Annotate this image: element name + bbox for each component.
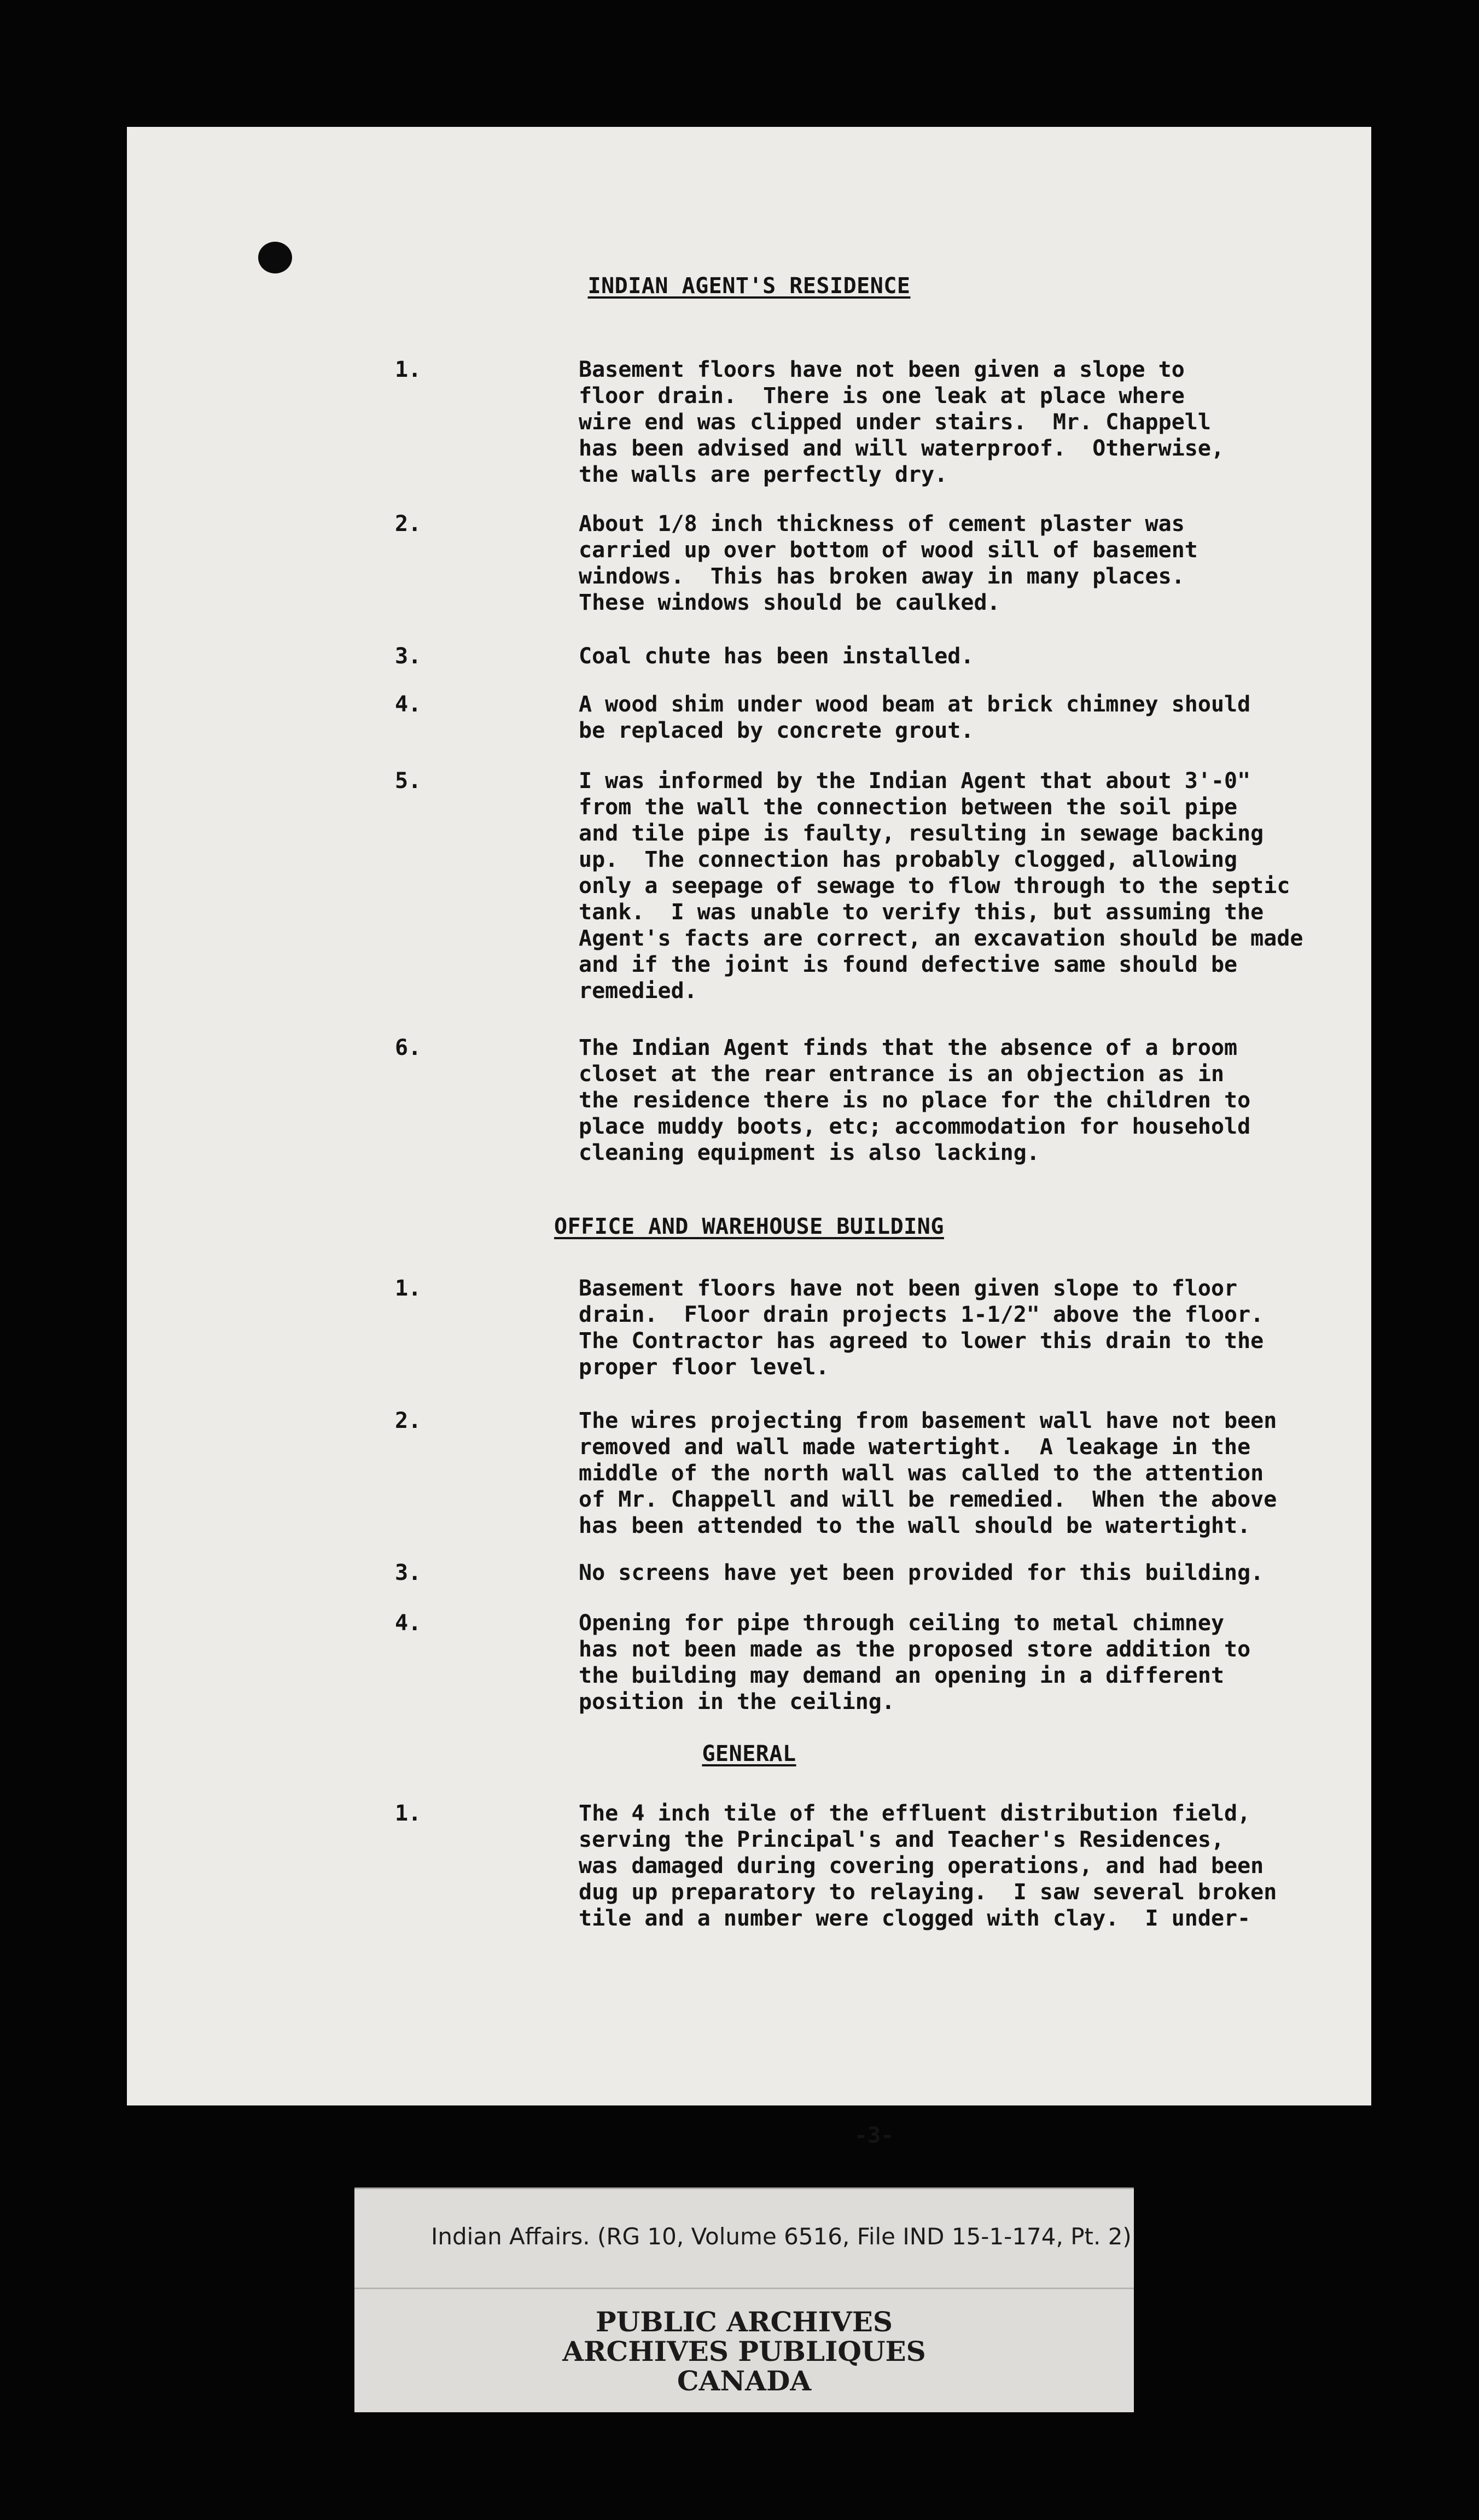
item-number: 3. (395, 644, 422, 669)
item-text: No screens have yet been provided for this building. (579, 1560, 1264, 1585)
punch-hole-mark (258, 242, 292, 273)
item-text: The Indian Agent finds that the absence of a broom closet at the rear entrance is an objection as in the residence there is no place for the children to place muddy boots, etc; accommodation for household cleaning equipment is also lacking. (579, 1035, 1251, 1165)
item-number: 1. (395, 1276, 422, 1301)
document-page (127, 127, 1371, 2148)
item-text: I was informed by the Indian Agent that about 3'-0" from the wall the connection between the soil pipe and tile pipe is faulty, resulting in sewage backing up. The connection has probably clogged, allowing only a seepage of sewage to flow through to the septic tank. I was unable to verify this, but assuming the Agent's facts are correct, an excavation should be made and if the joint is found defective same should be remedied. (579, 768, 1303, 1004)
label-divider (354, 2288, 1134, 2289)
general-item-1 (395, 1800, 1461, 1931)
item-text: Coal chute has been installed. (579, 644, 974, 669)
residence-item-1 (395, 357, 1461, 487)
page-number: -3- (854, 2123, 894, 2148)
item-number: 4. (395, 1611, 422, 1636)
item-text: A wood shim under wood beam at brick chimney should be replaced by concrete grout. (579, 692, 1251, 743)
item-text: Basement floors have not been given slope to floor drain. Floor drain projects 1-1/2" above the floor. The Contractor has agreed to lower this drain to the proper floor level. (579, 1276, 1264, 1380)
residence-item-5 (395, 768, 1461, 1004)
item-number: 6. (395, 1035, 422, 1060)
item-text: The 4 inch tile of the effluent distribution field, serving the Principal's and Teacher's Residences, was damaged during covering operations, and had been dug up preparatory to relaying. I saw several broken tile and a number were clogged with clay. I under- (579, 1801, 1277, 1931)
item-number: 3. (395, 1560, 422, 1585)
item-number: 5. (395, 768, 422, 794)
residence-item-2 (395, 511, 1461, 616)
archive-label-card (354, 2188, 1134, 2412)
archive-line-3: CANADA (677, 2365, 812, 2397)
item-number: 2. (395, 511, 422, 536)
item-text: The wires projecting from basement wall have not been removed and wall made watertight. A leakage in the middle of the north wall was called to the attention of Mr. Chappell and will be remedied. When the above has been attended to the wall should be watertight. (579, 1408, 1277, 1538)
item-number: 4. (395, 692, 422, 717)
item-number: 1. (395, 357, 422, 382)
section-title-indian-agents-residence: INDIAN AGENT'S RESIDENCE (587, 273, 911, 299)
office-item-1 (395, 1275, 1461, 1380)
item-text: Basement floors have not been given a slope to floor drain. There is one leak at place where wire end was clipped under stairs. Mr. Chappell has been advised and will waterproof. Otherwise, the walls are perfectly dry. (579, 357, 1225, 487)
archive-line-2: ARCHIVES PUBLIQUES (562, 2335, 926, 2367)
item-text: Opening for pipe through ceiling to metal chimney has not been made as the proposed store addition to the building may demand an opening in a different position in the ceiling. (579, 1611, 1251, 1714)
section-title-office-and-warehouse: OFFICE AND WAREHOUSE BUILDING (554, 1214, 944, 1239)
office-item-2 (395, 1408, 1461, 1538)
item-text: About 1/8 inch thickness of cement plaster was carried up over bottom of wood sill of basement windows. This has broken away in many places. These windows should be caulked. (579, 511, 1198, 615)
office-item-4 (395, 1610, 1461, 1715)
archive-line-1: PUBLIC ARCHIVES (596, 2306, 893, 2338)
section-title-general: GENERAL (702, 1741, 796, 1766)
archive-citation: Indian Affairs. (RG 10, Volume 6516, File IND 15-1-174, Pt. 2) (431, 2223, 1132, 2250)
residence-item-6 (395, 1035, 1461, 1165)
item-number: 2. (395, 1408, 422, 1433)
item-number: 1. (395, 1801, 422, 1826)
